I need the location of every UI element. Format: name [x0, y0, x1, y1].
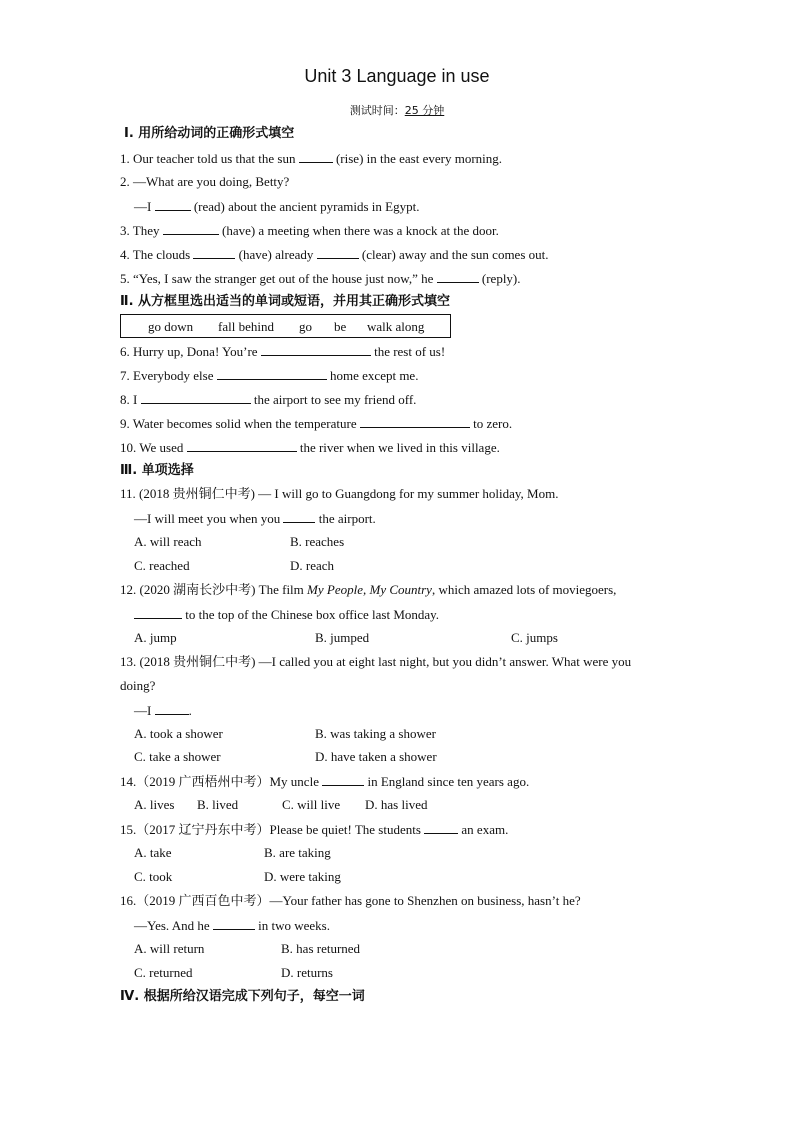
question-13: 13. (2018 贵州铜仁中考) —I called you at eight last night, but you didn’t answer. What were you: [120, 654, 632, 669]
answer-blank[interactable]: [424, 821, 458, 834]
question-text: (have) a meeting when there was a knock at the door.: [218, 223, 499, 238]
question-5: [120, 270, 521, 287]
option-b[interactable]: B. has returned: [281, 941, 361, 956]
test-time: [0, 102, 794, 118]
option-a[interactable]: A. took a shower: [134, 726, 223, 741]
question-text: the rest of us!: [370, 344, 446, 359]
option-d[interactable]: D. have taken a shower: [315, 749, 437, 764]
question-4: [120, 246, 549, 263]
question-text: (read) about the ancient pyramids in Egypt.: [190, 199, 420, 214]
question-text: 15.（2017 辽宁丹东中考）Please be quiet! The students: [120, 822, 425, 837]
question-text: the river when we lived in this village.: [296, 440, 500, 455]
question-2-line-2: [134, 198, 419, 215]
answer-blank[interactable]: [187, 439, 297, 452]
word-option: go down: [148, 319, 194, 334]
page-title: Unit 3 Language in use: [304, 66, 490, 86]
question-text: home except me.: [326, 368, 419, 383]
answer-blank[interactable]: [141, 391, 251, 404]
question-text: —Yes. And he: [134, 918, 213, 933]
question-12-line-2: [134, 606, 439, 623]
question-text: —I: [134, 199, 155, 214]
question-text: (reply).: [478, 271, 521, 286]
test-time-label: 测试时间：: [349, 104, 405, 117]
question-text: 6. Hurry up, Dona! You’re: [120, 344, 261, 359]
option-b[interactable]: B. lived: [197, 797, 239, 812]
answer-blank[interactable]: [193, 246, 235, 259]
question-text: an exam.: [458, 822, 509, 837]
answer-blank[interactable]: [261, 343, 371, 356]
answer-blank[interactable]: [163, 222, 219, 235]
question-6: [120, 343, 445, 360]
question-text: 8. I: [120, 392, 141, 407]
question-text: 12. (2020 湖南长沙中考) The film: [120, 582, 308, 597]
option-c[interactable]: C. reached: [134, 558, 190, 573]
option-a[interactable]: A. lives: [134, 797, 175, 812]
question-10: [120, 439, 500, 456]
question-text: —I will meet you when you: [134, 511, 284, 526]
section-1-heading: Ⅰ. 用所给动词的正确形式填空: [124, 126, 295, 141]
option-d[interactable]: D. were taking: [264, 869, 341, 884]
option-c[interactable]: C. will live: [282, 797, 341, 812]
question-1: [120, 150, 502, 167]
question-text: 14.（2019 广西梧州中考）My uncle: [120, 774, 323, 789]
option-b[interactable]: B. jumped: [315, 630, 370, 645]
question-text: 7. Everybody else: [120, 368, 217, 383]
option-c[interactable]: C. jumps: [511, 630, 558, 645]
answer-blank[interactable]: [317, 246, 359, 259]
question-text: 4. The clouds: [120, 247, 194, 262]
option-b[interactable]: B. are taking: [264, 845, 331, 860]
question-14: [120, 773, 529, 790]
word-option: fall behind: [218, 319, 274, 334]
option-c[interactable]: C. take a shower: [134, 749, 221, 764]
question-13-line-3: [134, 702, 192, 719]
question-15: [120, 821, 508, 838]
answer-blank[interactable]: [299, 150, 333, 163]
question-text: the airport.: [315, 511, 376, 526]
option-a[interactable]: A. jump: [134, 630, 177, 645]
section-3-heading: Ⅲ. 单项选择: [120, 463, 194, 478]
question-text: .: [188, 703, 192, 718]
option-d[interactable]: D. reach: [290, 558, 335, 573]
section-2-heading: Ⅱ. 从方框里选出适当的单词或短语，并用其正确形式填空: [120, 294, 451, 309]
answer-blank[interactable]: [217, 367, 327, 380]
question-text: —I: [134, 703, 155, 718]
question-11: 11. (2018 贵州铜仁中考) — I will go to Guangdong for my summer holiday, Mom.: [120, 486, 559, 501]
test-time-value: 25 分钟: [404, 104, 445, 117]
question-9: [120, 415, 512, 432]
section-4-heading: Ⅳ. 根据所给汉语完成下列句子，每空一词: [120, 989, 365, 1004]
answer-blank[interactable]: [322, 773, 364, 786]
question-text: to zero.: [469, 416, 513, 431]
option-c[interactable]: C. returned: [134, 965, 193, 980]
question-text: 3. They: [120, 223, 163, 238]
word-option: go: [299, 319, 312, 334]
question-16-line-2: [134, 917, 330, 934]
question-text: in England since ten years ago.: [364, 774, 530, 789]
word-box: [120, 314, 451, 338]
answer-blank[interactable]: [155, 198, 191, 211]
option-b[interactable]: B. reaches: [290, 534, 345, 549]
question-text: in two weeks.: [254, 918, 330, 933]
option-a[interactable]: A. will reach: [134, 534, 202, 549]
answer-blank[interactable]: [360, 415, 470, 428]
answer-blank[interactable]: [437, 270, 479, 283]
question-text: (clear) away and the sun comes out.: [358, 247, 549, 262]
question-7: [120, 367, 418, 384]
answer-blank[interactable]: [155, 702, 189, 715]
answer-blank[interactable]: [213, 917, 255, 930]
word-option: be: [334, 319, 347, 334]
question-text: 10. We used: [120, 440, 187, 455]
question-16: 16.（2019 广西百色中考）—Your father has gone to Shenzhen on business, hasn’t he?: [120, 893, 581, 908]
answer-blank[interactable]: [283, 510, 315, 523]
question-11-line-2: [134, 510, 376, 527]
option-a[interactable]: A. will return: [134, 941, 205, 956]
question-3: [120, 222, 499, 239]
option-d[interactable]: D. has lived: [365, 797, 428, 812]
question-text: the airport to see my friend off.: [250, 392, 417, 407]
question-2: 2. —What are you doing, Betty?: [120, 174, 290, 189]
word-option: walk along: [367, 319, 425, 334]
question-text: to the top of the Chinese box office last Monday.: [182, 607, 440, 622]
question-text: (have) already: [235, 247, 317, 262]
option-c[interactable]: C. took: [134, 869, 173, 884]
option-b[interactable]: B. was taking a shower: [315, 726, 436, 741]
question-text: , which amazed lots of moviegoers,: [431, 582, 617, 597]
question-13-line-2: doing?: [120, 678, 156, 693]
question-text: 5. “Yes, I saw the stranger get out of the house just now,” he: [120, 271, 437, 286]
option-a[interactable]: A. take: [134, 845, 172, 860]
question-12: [120, 582, 616, 598]
film-title: My People, My Country: [307, 582, 432, 597]
answer-blank[interactable]: [134, 606, 182, 619]
question-text: (rise) in the east every morning.: [332, 151, 503, 166]
question-8: [120, 391, 416, 408]
question-text: 1. Our teacher told us that the sun: [120, 151, 299, 166]
question-text: 9. Water becomes solid when the temperature: [120, 416, 360, 431]
option-d[interactable]: D. returns: [281, 965, 333, 980]
